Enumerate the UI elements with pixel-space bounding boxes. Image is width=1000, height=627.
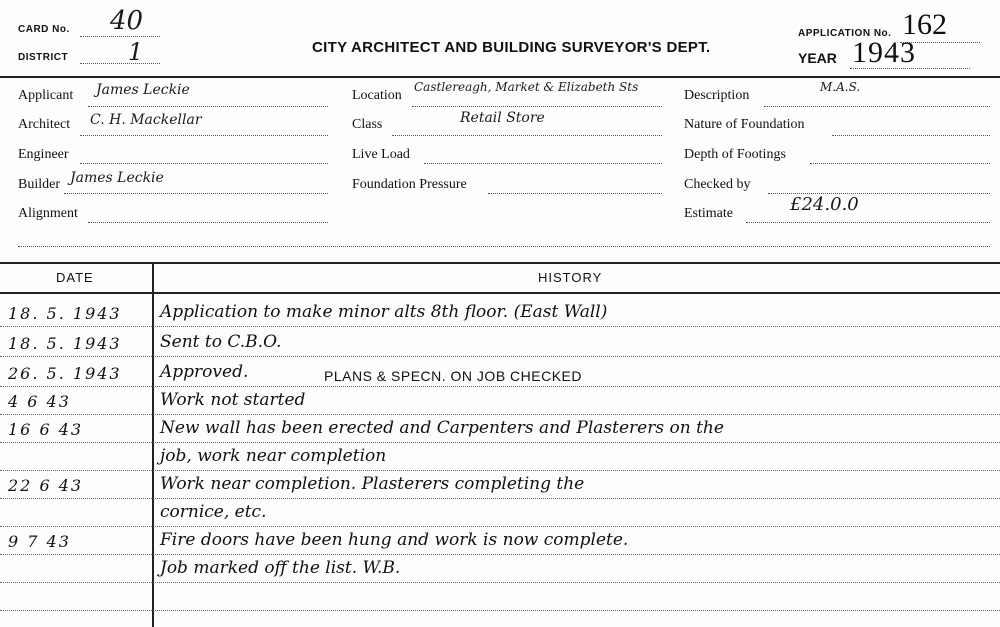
- card-no-label: CARD No.: [18, 24, 70, 35]
- history-row-line: [0, 326, 1000, 327]
- location-value: Castlereagh, Market & Elizabeth Sts: [414, 80, 639, 94]
- class-label: Class: [352, 117, 383, 132]
- description-label: Description: [684, 88, 750, 103]
- history-date: 26. 5. 1943: [8, 364, 122, 383]
- application-no-value: 162: [902, 8, 947, 41]
- history-header: HISTORY: [538, 270, 603, 285]
- history-date: 16 6 43: [8, 420, 84, 439]
- history-entry: cornice, etc.: [160, 502, 267, 522]
- engineer-label: Engineer: [18, 147, 69, 162]
- history-row-line: [0, 470, 1000, 471]
- history-row-line: [0, 498, 1000, 499]
- history-date: 22 6 43: [8, 476, 84, 495]
- nature-of-foundation-line: [832, 135, 990, 136]
- depth-of-footings-line: [810, 163, 990, 164]
- description-line: [764, 106, 990, 107]
- estimate-label: Estimate: [684, 206, 733, 221]
- history-top-rule: [0, 262, 1000, 264]
- date-header: DATE: [56, 270, 94, 285]
- card-no-line: [80, 36, 160, 37]
- checked-stamp: PLANS & SPECN. ON JOB CHECKED: [324, 368, 583, 384]
- history-entry: Work near completion. Plasterers completing the: [160, 474, 585, 494]
- alignment-line: [88, 222, 328, 223]
- history-date: 18. 5. 1943: [8, 304, 122, 323]
- history-row-line: [0, 526, 1000, 527]
- builder-line: [64, 193, 328, 194]
- year-value: 1943: [852, 36, 916, 69]
- location-label: Location: [352, 88, 402, 103]
- estimate-value: £24.0.0: [790, 194, 859, 215]
- date-column-divider: [152, 262, 154, 627]
- dept-title: CITY ARCHITECT AND BUILDING SURVEYOR'S DEPT.: [312, 39, 711, 56]
- history-date: 4 6 43: [8, 392, 71, 411]
- checked-by-label: Checked by: [684, 177, 751, 192]
- year-line: [850, 68, 970, 69]
- builder-label: Builder: [18, 177, 60, 192]
- history-row-line: [0, 386, 1000, 387]
- class-value: Retail Store: [460, 110, 545, 126]
- history-row-line: [0, 610, 1000, 611]
- history-entry: Job marked off the list. W.B.: [160, 558, 401, 578]
- architect-value: C. H. Mackellar: [90, 112, 202, 128]
- foundation-pressure-line: [488, 193, 662, 194]
- alignment-label: Alignment: [18, 206, 78, 221]
- history-entry: Application to make minor alts 8th floor. (East Wall): [160, 302, 608, 322]
- history-entry: job, work near completion: [160, 446, 387, 466]
- live-load-line: [424, 163, 662, 164]
- applicant-value: James Leckie: [96, 82, 190, 98]
- history-date: 9 7 43: [8, 532, 71, 551]
- description-value: M.A.S.: [820, 80, 861, 94]
- history-entry: Work not started: [160, 390, 306, 410]
- history-date: 18. 5. 1943: [8, 334, 122, 353]
- nature-of-foundation-label: Nature of Foundation: [684, 117, 805, 132]
- builder-value: James Leckie: [70, 170, 164, 186]
- district-line: [80, 63, 160, 64]
- history-row-line: [0, 442, 1000, 443]
- depth-of-footings-label: Depth of Footings: [684, 147, 786, 162]
- district-label: DISTRICT: [18, 52, 69, 63]
- foundation-pressure-label: Foundation Pressure: [352, 177, 467, 192]
- history-entry: New wall has been erected and Carpenters and Plasterers on the: [160, 418, 724, 438]
- history-entry: Sent to C.B.O.: [160, 332, 282, 352]
- live-load-label: Live Load: [352, 147, 410, 162]
- history-entry: Fire doors have been hung and work is now complete.: [160, 530, 629, 550]
- architect-label: Architect: [18, 117, 71, 132]
- applicant-line: [88, 106, 328, 107]
- architect-line: [80, 135, 328, 136]
- history-row-line: [0, 414, 1000, 415]
- history-entry: Approved.: [160, 362, 249, 382]
- applicant-label: Applicant: [18, 88, 74, 103]
- estimate-line: [746, 222, 990, 223]
- fields-bottom-dotline: [18, 246, 990, 247]
- fields-top-rule: [0, 76, 1000, 78]
- engineer-line: [80, 163, 328, 164]
- history-row-line: [0, 356, 1000, 357]
- location-line: [412, 106, 662, 107]
- class-line: [392, 135, 662, 136]
- district-value: 1: [128, 38, 144, 66]
- history-row-line: [0, 582, 1000, 583]
- application-no-label: APPLICATION No.: [798, 28, 892, 39]
- history-row-line: [0, 554, 1000, 555]
- year-label: YEAR: [798, 50, 837, 66]
- history-header-rule: [0, 292, 1000, 294]
- card-no-value: 40: [110, 6, 144, 36]
